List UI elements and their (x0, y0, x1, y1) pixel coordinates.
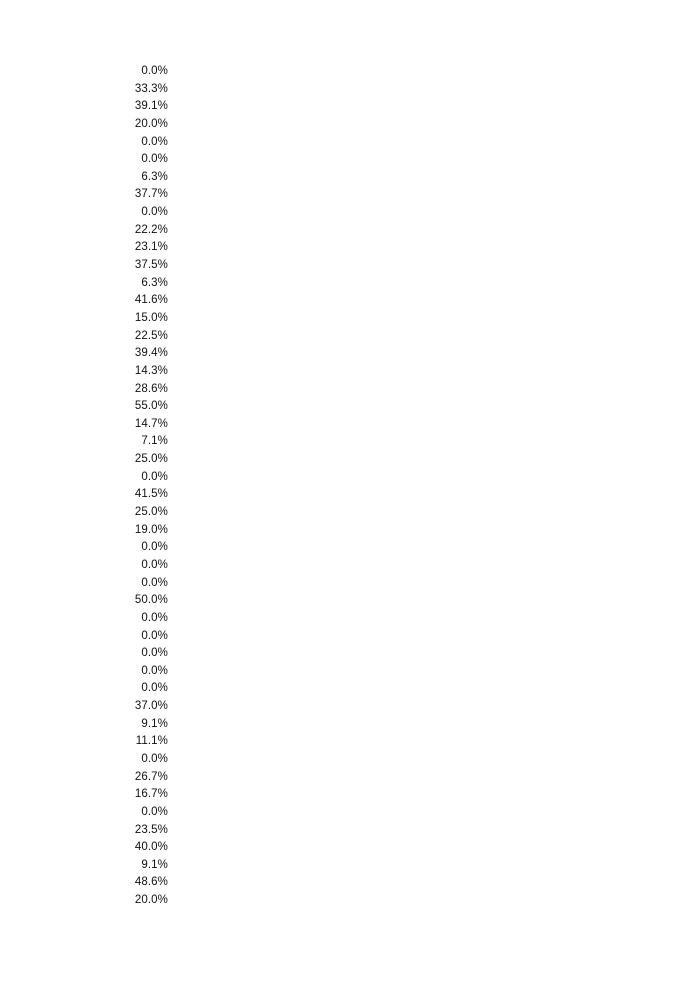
percentage-column (118, 63, 168, 910)
percentage-cell: 0.0% (141, 611, 168, 624)
percentage-cell: 7.1% (141, 435, 168, 448)
percentage-cell: 26.7% (134, 770, 168, 783)
percentage-cell: 20.0% (134, 894, 168, 907)
percentage-cell: 0.0% (141, 558, 168, 571)
percentage-cell: 33.3% (134, 82, 168, 95)
percentage-cell: 25.0% (134, 506, 168, 519)
percentage-cell: 0.0% (141, 135, 168, 148)
percentage-cell: 14.7% (134, 417, 168, 430)
percentage-cell: 37.5% (134, 259, 168, 272)
percentage-cell: 14.3% (134, 364, 168, 377)
percentage-cell: 16.7% (134, 788, 168, 801)
percentage-cell: 0.0% (141, 65, 168, 77)
percentage-cell: 6.3% (141, 170, 168, 183)
percentage-cell: 55.0% (134, 400, 168, 413)
percentage-cell: 25.0% (134, 453, 168, 466)
percentage-cell: 11.1% (135, 735, 168, 748)
percentage-cell: 22.2% (134, 223, 168, 236)
percentage-cell: 0.0% (141, 153, 168, 166)
percentage-cell: 0.0% (141, 629, 168, 642)
percentage-cell: 0.0% (141, 576, 168, 589)
percentage-cell: 0.0% (141, 470, 168, 483)
percentage-cell: 41.6% (134, 294, 168, 307)
percentage-cell: 28.6% (134, 382, 168, 395)
percentage-cell: 39.1% (134, 100, 168, 113)
percentage-cell: 9.1% (141, 858, 168, 871)
percentage-cell: 50.0% (134, 594, 168, 607)
percentage-cell: 48.6% (134, 876, 168, 889)
percentage-cell: 23.1% (134, 241, 168, 254)
percentage-cell: 0.0% (141, 206, 168, 219)
percentage-cell: 9.1% (141, 717, 168, 730)
percentage-cell: 19.0% (134, 523, 168, 536)
percentage-cell: 6.3% (141, 276, 168, 289)
percentage-cell: 20.0% (134, 117, 168, 130)
percentage-cell: 15.0% (134, 311, 168, 324)
percentage-cell: 0.0% (141, 805, 168, 818)
percentage-cell: 40.0% (134, 841, 168, 854)
percentage-cell: 22.5% (134, 329, 168, 342)
percentage-cell: 37.7% (134, 188, 168, 201)
percentage-cell: 0.0% (141, 752, 168, 765)
percentage-cell: 37.0% (134, 700, 168, 713)
percentage-cell: 41.5% (134, 488, 168, 501)
percentage-cell: 0.0% (141, 541, 168, 554)
percentage-cell: 0.0% (141, 664, 168, 677)
percentage-cell: 39.4% (134, 347, 168, 360)
percentage-cell: 23.5% (134, 823, 168, 836)
percentage-cell: 0.0% (141, 647, 168, 660)
percentage-cell: 0.0% (141, 682, 168, 695)
